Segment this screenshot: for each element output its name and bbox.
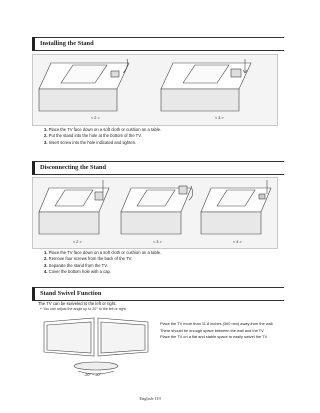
section-title-swivel: Stand Swivel Function bbox=[40, 290, 102, 297]
install-fig-label-2: < 2 > bbox=[91, 116, 100, 120]
disconnect-fig-label-4: < 4 > bbox=[233, 240, 242, 244]
stand-base bbox=[111, 71, 119, 77]
swivel-intro: The TV can be swiveled to the left or right. bbox=[38, 301, 117, 306]
install-step3-image bbox=[161, 59, 251, 111]
install-fig-label-3: < 3 > bbox=[215, 116, 224, 120]
disconnecting-steps bbox=[44, 250, 161, 275]
swivel-note bbox=[40, 307, 127, 312]
swivel-instruction-line: Place the TV on a flat and stable space to easily swivel the TV. bbox=[160, 334, 268, 340]
disconnecting-illustration bbox=[32, 177, 278, 249]
step-item: 1. Place the TV face down on a soft cloth or cushion on a table. bbox=[44, 127, 162, 132]
swivel-illustration bbox=[38, 316, 156, 378]
step-item: 2. Put the stand into the hole at the bottom of the TV. bbox=[44, 133, 142, 139]
installing-illustration bbox=[32, 54, 278, 126]
section-heading-installing bbox=[32, 37, 284, 51]
step-item: 3. Insert screw into the hole indicated and tighten. bbox=[44, 139, 137, 145]
installing-steps bbox=[44, 127, 161, 146]
disconnect-step3-image bbox=[121, 186, 193, 234]
disconnect-fig-label-2: < 2 > bbox=[73, 240, 82, 244]
table-front bbox=[39, 89, 117, 111]
step-item: 4. Cover the bottom hole with a cap. bbox=[44, 268, 112, 274]
swivel-note-text: You can adjust the angle up to 20° to the left or right. bbox=[43, 307, 127, 311]
swivel-instruction-line: Place the TV more than 11.8 inches (300 mm) away from the wall. bbox=[160, 321, 274, 326]
swivel-instruction-line: There should be enough space between the wall and the TV. bbox=[160, 327, 265, 333]
disconnecting-drawing bbox=[33, 178, 277, 248]
installing-drawing bbox=[33, 55, 277, 125]
step-item: 1. Place the TV face down on a soft cloth or cushion on a table. bbox=[44, 250, 162, 255]
section-title-disconnecting: Disconnecting the Stand bbox=[40, 164, 107, 171]
section-heading-swivel bbox=[32, 287, 284, 301]
swivel-instructions bbox=[160, 321, 278, 341]
section-heading-disconnecting bbox=[32, 161, 284, 175]
disconnect-step4-image bbox=[201, 180, 271, 234]
section-title-installing: Installing the Stand bbox=[40, 40, 94, 47]
stand-base-ellipse bbox=[74, 362, 118, 370]
note-marker-icon: ‣ bbox=[40, 307, 43, 311]
disconnect-step2-image bbox=[39, 180, 109, 234]
page-number: English-119 bbox=[139, 396, 161, 401]
step-item: 2. Remove four screws from the back of the TV. bbox=[44, 256, 133, 262]
disconnect-fig-label-3: < 3 > bbox=[153, 240, 162, 244]
step-item: 3. Separate the stand from the TV. bbox=[44, 262, 108, 268]
swivel-angle-label: -20° ~ 20° bbox=[84, 373, 102, 377]
install-step2-image bbox=[39, 59, 129, 111]
